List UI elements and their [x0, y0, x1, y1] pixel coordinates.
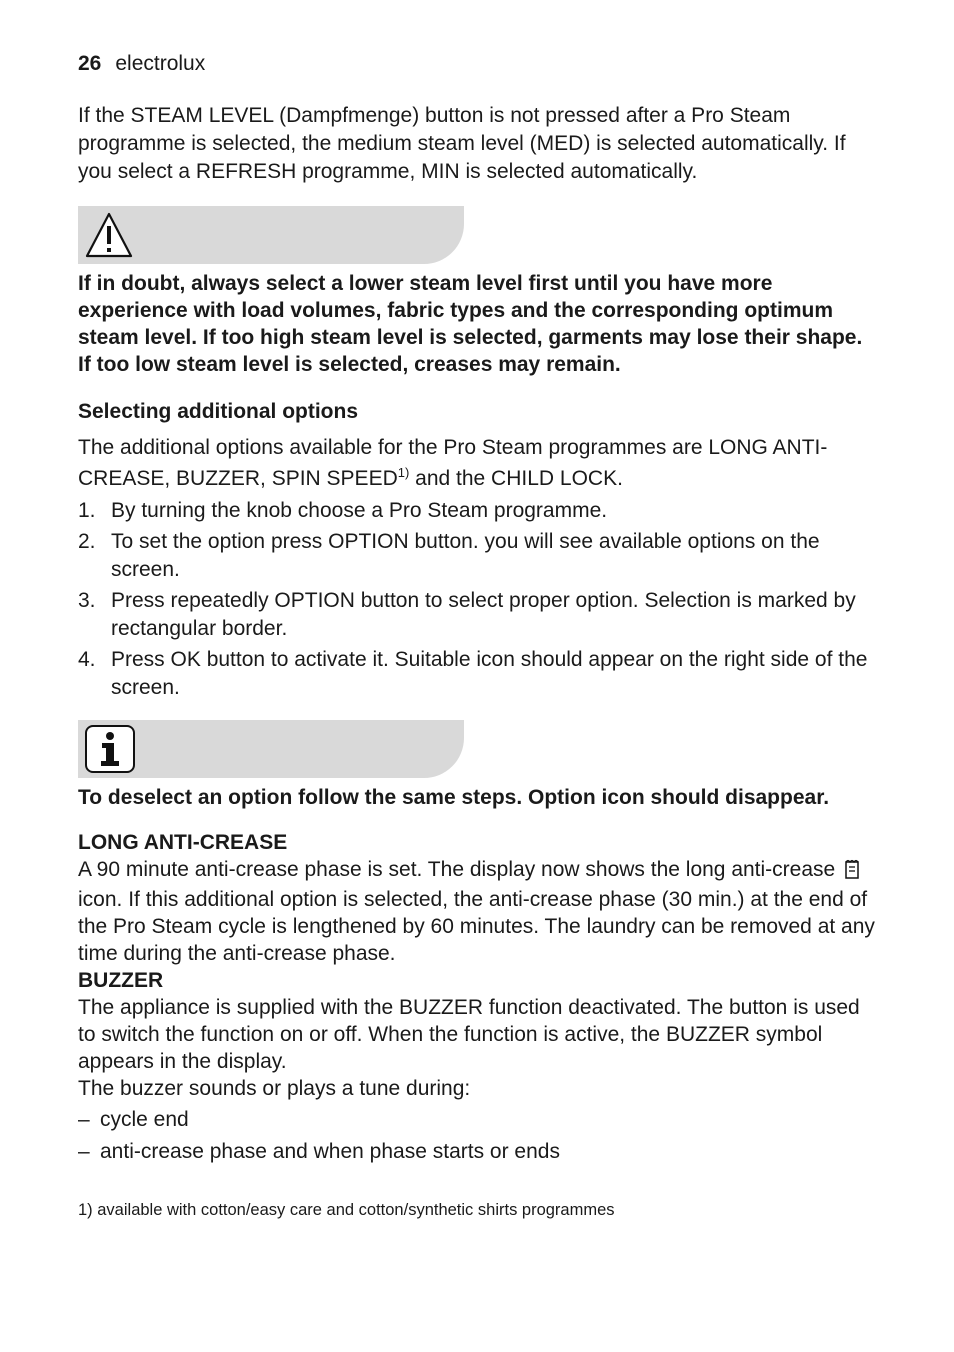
warning-text: If in doubt, always select a lower steam level first until you have more experience with load volumes, fabric types and the corresponding optimum steam level. If too high steam level is selected, garments may lose their shape. If too low steam level is selected, creases may remain.	[78, 272, 863, 376]
long-anticrease-text	[78, 856, 878, 967]
page-number: 26	[78, 52, 102, 75]
footnote-ref: 1)	[397, 465, 410, 480]
steps-list	[78, 497, 878, 702]
info-banner	[78, 720, 464, 778]
step-number: 2.	[78, 530, 96, 553]
warning-banner	[78, 206, 464, 264]
step-text: Press OK button to activate it. Suitable icon should appear on the right side of the screen.	[111, 648, 868, 699]
intro-paragraph: If the STEAM LEVEL (Dampfmenge) button is not pressed after a Pro Steam programme is selected, the medium steam level (MED) is selected automatically. If you select a REFRESH programme, MIN is selected automatically.	[78, 104, 846, 183]
buzzer-title: BUZZER	[78, 969, 164, 992]
options-intro-tail: and the CHILD LOCK.	[409, 467, 623, 490]
info-text: To deselect an option follow the same steps. Option icon should disappear.	[78, 786, 830, 809]
long-anticrease-icon	[844, 859, 860, 886]
buzzer-list	[78, 1106, 878, 1166]
step-item	[78, 587, 878, 643]
options-section	[78, 398, 878, 705]
long-anticrease-section	[78, 829, 878, 1170]
step-item	[78, 646, 878, 702]
options-intro-text: The additional options available for the Pro Steam programmes are LONG ANTI-CREASE, BUZZER, SPIN SPEED	[78, 436, 828, 490]
info-icon	[84, 724, 136, 774]
step-item	[78, 497, 878, 525]
options-intro	[78, 432, 878, 494]
step-number: 1.	[78, 499, 96, 522]
step-text: By turning the knob choose a Pro Steam programme.	[111, 499, 608, 522]
step-text: Press repeatedly OPTION button to select proper option. Selection is marked by rectangular border.	[111, 589, 856, 640]
page-header	[78, 52, 205, 76]
long-anticrease-title: LONG ANTI-CREASE	[78, 831, 288, 854]
step-number: 3.	[78, 589, 96, 612]
footnote: 1) available with cotton/easy care and cotton/synthetic shirts programmes	[78, 1201, 615, 1219]
long-anticrease-text-1: A 90 minute anti-crease phase is set. The display now shows the long anti-crease	[78, 858, 836, 881]
step-text: To set the option press OPTION button. you will see available options on the screen.	[111, 530, 820, 581]
buzzer-text-2: The buzzer sounds or plays a tune during:	[78, 1077, 471, 1100]
options-title: Selecting additional options	[78, 400, 359, 423]
long-anticrease-text-2: icon. If this additional option is selected, the anti-crease phase (30 min.) at the end of the Pro Steam cycle is lengthened by 60 minutes. The laundry can be removed at any time during the anti-crease phase.	[78, 888, 875, 965]
buzzer-text-1: The appliance is supplied with the BUZZER function deactivated. The button is used to switch the function on or off. When the function is active, the BUZZER symbol appears in the display.	[78, 996, 860, 1073]
step-number: 4.	[78, 648, 96, 671]
list-item: – cycle end	[78, 1106, 878, 1134]
step-item	[78, 528, 878, 584]
warning-triangle-icon	[84, 210, 134, 260]
brand-name: electrolux	[115, 52, 206, 75]
list-item: – anti-crease phase and when phase starts or ends	[78, 1138, 878, 1166]
